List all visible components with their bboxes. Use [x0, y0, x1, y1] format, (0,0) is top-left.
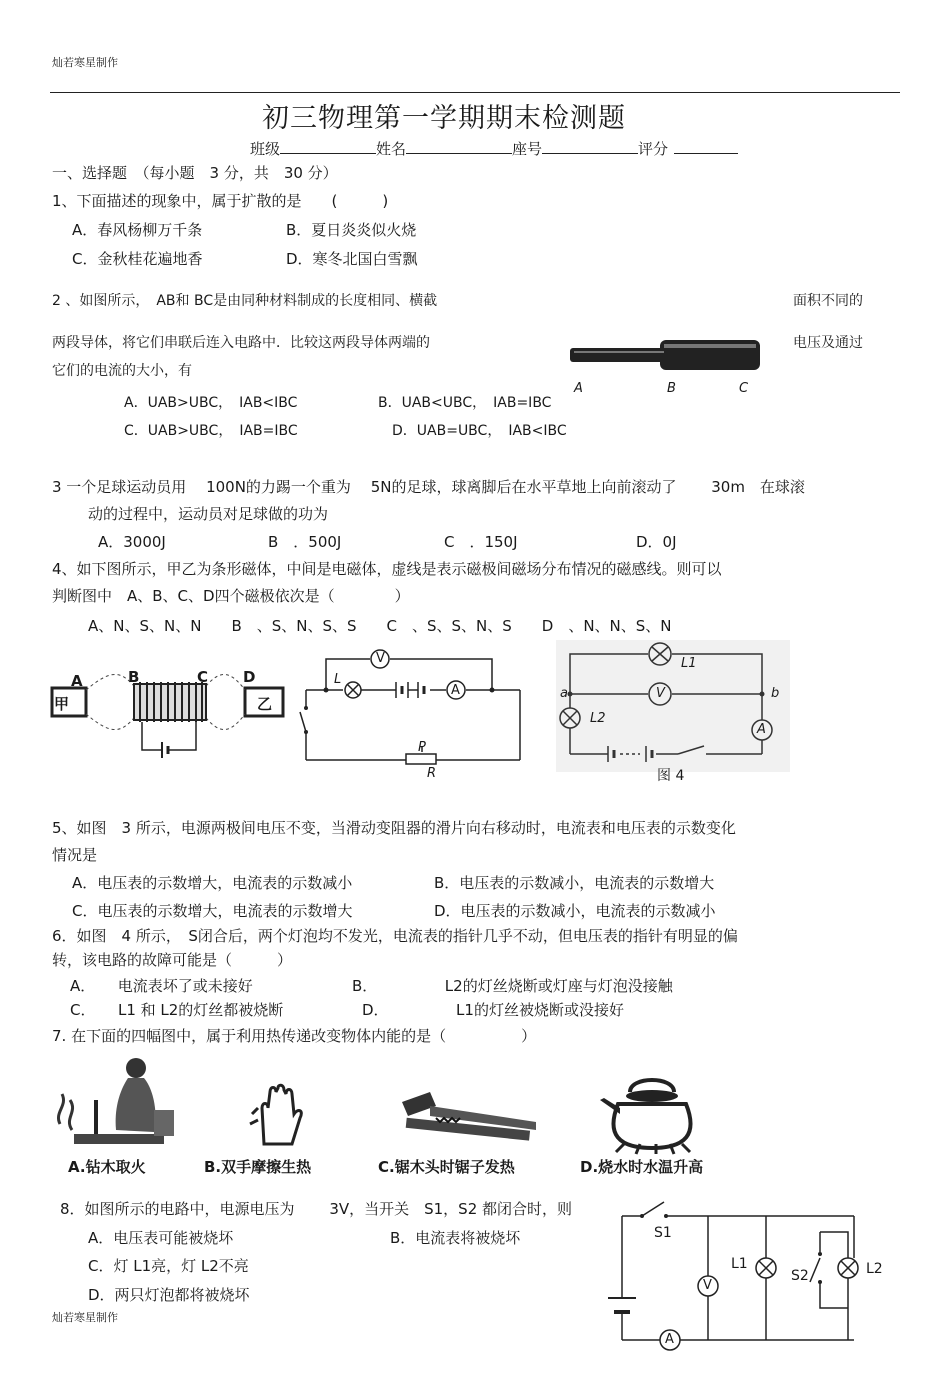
circuit-figure-4: [556, 640, 790, 772]
q3-option-c: C ．150J: [444, 533, 518, 551]
magnet-label-a: A: [71, 672, 83, 690]
q5-option-a: A．电压表的示数增大，电流表的示数减小: [72, 874, 353, 892]
q5-option-c: C．电压表的示数增大，电流表的示数增大: [72, 902, 353, 920]
q7-stem: 7. 在下面的四幅图中，属于利用热传递改变物体内能的是（ ）: [52, 1027, 537, 1045]
fig4-label-v: V: [656, 686, 665, 701]
q5-line1: 5、如图 3 所示，电源两极间电压不变，当滑动变阻器的滑片向右移动时，电流表和电压表的示数变化: [52, 819, 736, 837]
q1-option-a: A．春风杨柳万千条: [72, 221, 203, 239]
q7-caption-a: A.钻木取火: [68, 1158, 146, 1176]
q4-line2: 判断图中 A、B、C、D四个磁极依次是（ ）: [52, 587, 410, 605]
conductor-label-c: C: [739, 381, 749, 396]
magnet-label-c: C: [197, 668, 209, 686]
q4-line1: 4、如下图所示，甲乙为条形磁体，中间是电磁体，虚线是表示磁极间磁场分布情况的磁感线。则可以: [52, 560, 722, 578]
fig4-label-b-node: b: [771, 686, 780, 701]
q2-option-b: B．UAB<UBC， IAB=IBC: [378, 395, 552, 411]
section-heading: 一、选择题 （每小题 3 分，共 30 分）: [52, 164, 338, 182]
fig3-label-l: L: [334, 672, 342, 687]
q6-option-d: D． L1的灯丝被烧断或没接好: [362, 1001, 624, 1019]
circuit-figure-8: [602, 1192, 862, 1352]
q2-line1-right: 面积不同的: [793, 293, 863, 309]
boil-water-picture: [596, 1074, 708, 1158]
q4-options: A、N、S、N、N B 、S、N、S、S C 、S、S、N、S D 、N、N、S、N: [88, 617, 672, 635]
q7-caption-c: C.锯木头时锯子发热: [378, 1158, 515, 1176]
fig3-label-v: V: [376, 651, 385, 666]
score-label: 评分: [638, 140, 669, 158]
score-blank[interactable]: [674, 139, 738, 154]
q6-option-c: C． L1 和 L2的灯丝都被烧断: [70, 1001, 284, 1019]
q2-option-a: A．UAB>UBC， IAB<IBC: [124, 395, 298, 411]
class-label: 班级: [250, 140, 281, 158]
magnet-label-d: D: [243, 668, 256, 686]
q3-option-d: D．0J: [636, 533, 677, 551]
fig4-label-l1: L1: [681, 656, 697, 671]
footer-watermark: 灿若寒星制作: [52, 1311, 118, 1324]
fig3-label-a: A: [451, 683, 460, 698]
conductor-label-a: A: [574, 381, 583, 396]
q1-stem: 1、下面描述的现象中，属于扩散的是 ( ): [52, 192, 389, 210]
q3-line2: 动的过程中，运动员对足球做的功为: [88, 505, 329, 523]
q8-label-a: A: [665, 1332, 674, 1347]
saw-wood-picture: [396, 1088, 538, 1148]
q8-option-c: C．灯 L1亮，灯 L2不亮: [88, 1257, 249, 1275]
q8-label-l1: L1: [731, 1256, 748, 1272]
q2-line2: 两段导体，将它们串联后连入电路中．比较这两段导体两端的: [52, 335, 430, 351]
q3-option-b: B ．500J: [268, 533, 342, 551]
q6-option-a: A． 电流表坏了或未接好: [70, 977, 253, 995]
header-watermark: 灿若寒星制作: [52, 56, 118, 69]
circuit-figure-3: [296, 650, 524, 772]
seat-label: 座号: [512, 140, 543, 158]
q5-option-d: D．电压表的示数减小，电流表的示数减小: [434, 902, 716, 920]
conductor-label-b: B: [667, 381, 676, 396]
q5-option-b: B．电压表的示数减小，电流表的示数增大: [434, 874, 715, 892]
q8-label-s1: S1: [654, 1225, 672, 1241]
magnet-label-b: B: [128, 668, 140, 686]
q1-option-d: D．寒冬北国白雪飘: [286, 250, 418, 268]
info-line: [250, 138, 738, 159]
magnet-label-yi: 乙: [257, 695, 273, 713]
q2-option-c: C．UAB>UBC， IAB=IBC: [124, 423, 298, 439]
q1-option-b: B．夏日炎炎似火烧: [286, 221, 417, 239]
class-blank[interactable]: [280, 139, 376, 154]
header-rule: [50, 92, 900, 93]
q7-caption-b: B.双手摩擦生热: [204, 1158, 312, 1176]
q2-line3: 它们的电流的大小，有: [52, 363, 192, 379]
q3-line1: 3 一个足球运动员用 100N的力踢一个重为 5N的足球，球离脚后在水平草地上向前滚动了 30m 在球滚: [52, 478, 805, 496]
name-blank[interactable]: [406, 139, 512, 154]
q8-option-a: A．电压表可能被烧坏: [88, 1229, 234, 1247]
fig4-label-a-meter: A: [757, 722, 766, 737]
page-title: 初三物理第一学期期末检测题: [262, 103, 626, 134]
q6-line2: 转，该电路的故障可能是（ ）: [52, 951, 293, 969]
q8-label-l2: L2: [866, 1261, 883, 1277]
q7-caption-d: D.烧水时水温升高: [580, 1158, 704, 1176]
seat-blank[interactable]: [542, 139, 638, 154]
q8-label-s2: S2: [791, 1268, 809, 1284]
q2-line1: 2 、如图所示， AB和 BC是由同种材料制成的长度相同、横截: [52, 293, 438, 309]
fig3-label-r: R: [427, 766, 437, 781]
drill-wood-picture: [54, 1060, 184, 1154]
fig4-caption: 图 4: [657, 768, 685, 784]
q6-option-b: B． L2的灯丝烧断或灯座与灯泡没接触: [352, 977, 673, 995]
q6-line1: 6．如图 4 所示， S闭合后，两个灯泡均不发光，电流表的指针几乎不动，但电压表的指针有明显的偏: [52, 927, 738, 945]
q8-stem: 8．如图所示的电路中，电源电压为 3V，当开关 S1，S2 都闭合时，则: [60, 1200, 573, 1218]
fig3-label-p: P: [418, 740, 426, 755]
q2-line2-right: 电压及通过: [793, 335, 863, 351]
fig4-label-l2: L2: [590, 711, 606, 726]
q3-option-a: A．3000J: [98, 533, 166, 551]
fig4-label-a-node: a: [560, 686, 568, 701]
q8-option-d: D．两只灯泡都将被烧坏: [88, 1286, 250, 1304]
q8-option-b: B．电流表将被烧坏: [390, 1229, 521, 1247]
q1-option-c: C．金秋桂花遍地香: [72, 250, 203, 268]
magnet-label-jia: 甲: [54, 695, 70, 713]
rub-hands-picture: [248, 1084, 314, 1150]
q5-line2: 情况是: [52, 846, 98, 864]
q8-label-v: V: [703, 1278, 712, 1293]
name-label: 姓名: [376, 140, 407, 158]
q2-option-d: D．UAB=UBC， IAB<IBC: [392, 423, 567, 439]
